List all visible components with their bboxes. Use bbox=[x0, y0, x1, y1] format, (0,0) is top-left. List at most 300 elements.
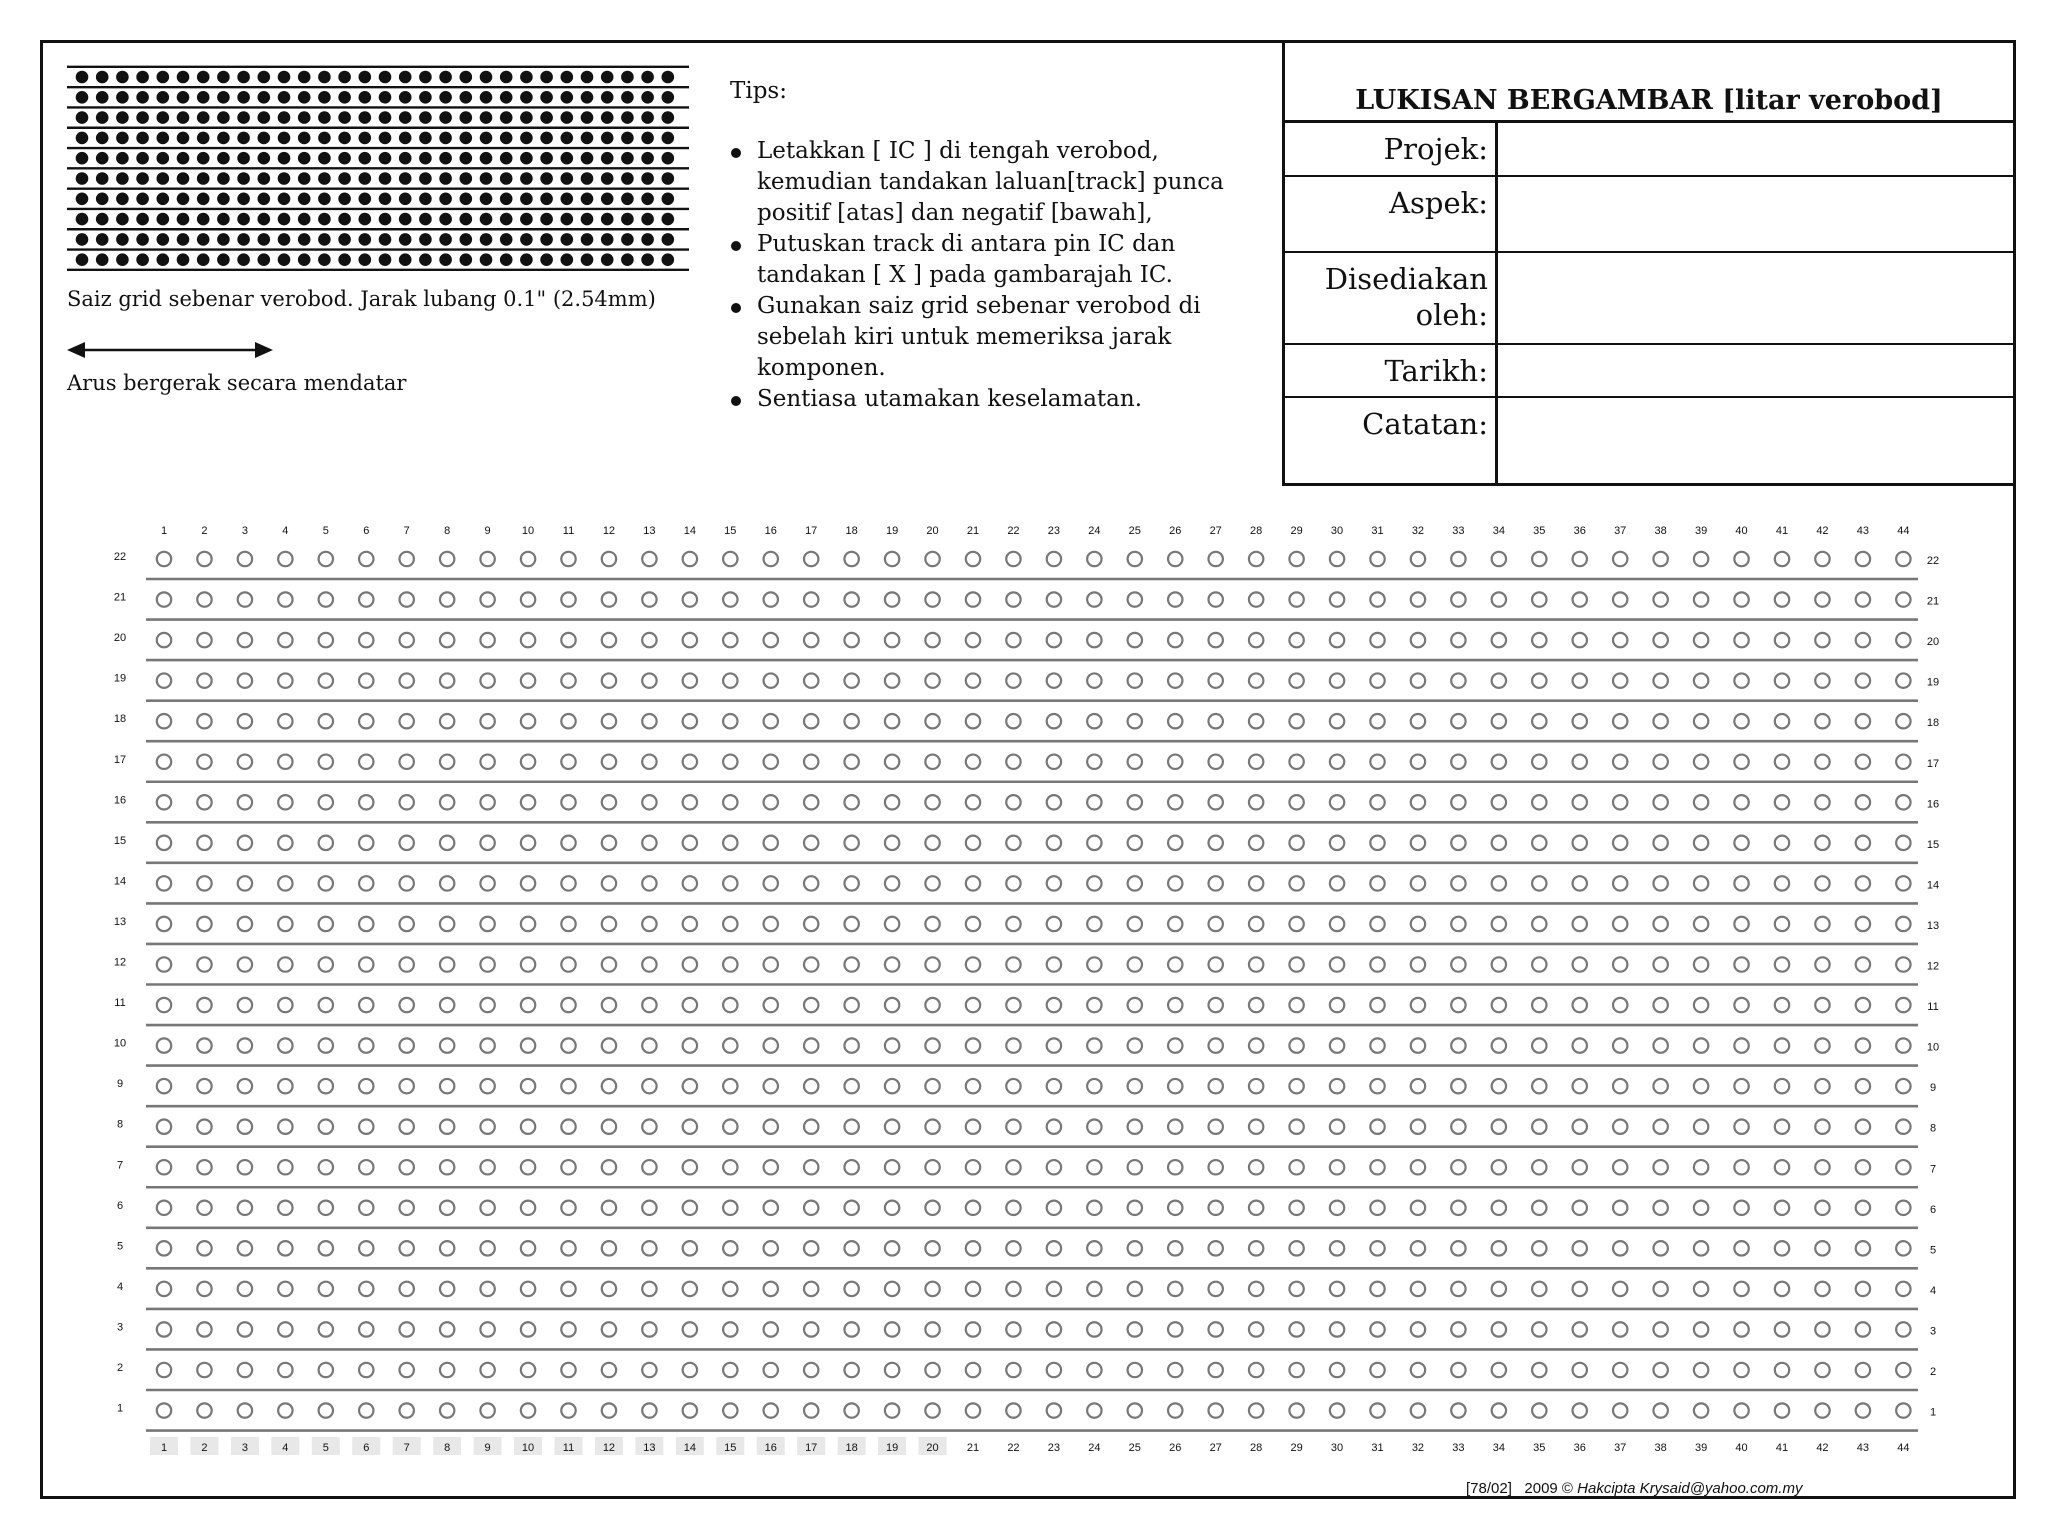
grid-hole bbox=[764, 957, 778, 971]
grid-hole bbox=[1249, 836, 1263, 850]
grid-hole bbox=[642, 836, 656, 850]
grid-hole bbox=[521, 836, 535, 850]
grid-hole bbox=[1047, 1241, 1061, 1255]
grid-hole bbox=[602, 836, 616, 850]
grid-hole bbox=[278, 755, 292, 769]
grid-hole bbox=[1573, 592, 1587, 606]
grid-hole bbox=[1573, 1241, 1587, 1255]
grid-hole bbox=[1613, 998, 1627, 1012]
grid-hole bbox=[561, 998, 575, 1012]
row-number-left: 13 bbox=[113, 915, 127, 928]
grid-hole bbox=[1289, 552, 1303, 566]
grid-hole bbox=[1492, 633, 1506, 647]
grid-hole bbox=[1573, 755, 1587, 769]
grid-hole bbox=[157, 836, 171, 850]
grid-hole bbox=[1249, 998, 1263, 1012]
grid-hole bbox=[561, 673, 575, 687]
grid-hole bbox=[1815, 1241, 1829, 1255]
row-number-left: 10 bbox=[113, 1037, 127, 1050]
grid-hole bbox=[885, 1363, 899, 1377]
grid-hole bbox=[602, 1160, 616, 1174]
grid-hole bbox=[602, 876, 616, 890]
grid-hole bbox=[1613, 1201, 1627, 1215]
grid-hole bbox=[804, 714, 818, 728]
grid-hole bbox=[480, 1363, 494, 1377]
grid-hole bbox=[319, 1363, 333, 1377]
grid-hole bbox=[1168, 1241, 1182, 1255]
grid-hole bbox=[278, 714, 292, 728]
grid-hole bbox=[1289, 1241, 1303, 1255]
grid-hole bbox=[238, 876, 252, 890]
grid-hole bbox=[400, 917, 414, 931]
grid-hole bbox=[1653, 957, 1667, 971]
grid-hole bbox=[561, 1201, 575, 1215]
grid-hole bbox=[1653, 1079, 1667, 1093]
grid-hole bbox=[1734, 1282, 1748, 1296]
grid-hole bbox=[1815, 1079, 1829, 1093]
grid-hole bbox=[440, 714, 454, 728]
grid-hole bbox=[1330, 1079, 1344, 1093]
grid-hole bbox=[1370, 1160, 1384, 1174]
grid-hole bbox=[1815, 673, 1829, 687]
grid-hole bbox=[1128, 673, 1142, 687]
grid-hole bbox=[723, 1120, 737, 1134]
grid-hole bbox=[642, 998, 656, 1012]
grid-hole bbox=[966, 1403, 980, 1417]
grid-hole bbox=[400, 1038, 414, 1052]
row-number-right: 9 bbox=[1929, 1082, 1937, 1095]
grid-hole bbox=[1532, 795, 1546, 809]
grid-hole bbox=[1128, 1079, 1142, 1093]
grid-hole bbox=[966, 1201, 980, 1215]
grid-hole bbox=[1289, 998, 1303, 1012]
grid-hole bbox=[1087, 1282, 1101, 1296]
grid-hole bbox=[1249, 1038, 1263, 1052]
grid-hole bbox=[1492, 1322, 1506, 1336]
grid-hole bbox=[1856, 917, 1870, 931]
grid-hole bbox=[1896, 876, 1910, 890]
grid-hole bbox=[925, 957, 939, 971]
grid-hole bbox=[278, 957, 292, 971]
grid-hole bbox=[1128, 1120, 1142, 1134]
grid-hole bbox=[1330, 1201, 1344, 1215]
grid-hole bbox=[1734, 1363, 1748, 1377]
grid-hole bbox=[966, 1322, 980, 1336]
grid-hole bbox=[1653, 1282, 1667, 1296]
grid-hole bbox=[1492, 1038, 1506, 1052]
grid-hole bbox=[197, 1241, 211, 1255]
grid-hole bbox=[844, 957, 858, 971]
grid-hole bbox=[1653, 673, 1667, 687]
grid-hole bbox=[1653, 1038, 1667, 1052]
column-number-top: 10 bbox=[521, 525, 535, 537]
grid-hole bbox=[319, 998, 333, 1012]
column-number-bottom: 16 bbox=[764, 1442, 777, 1454]
grid-hole bbox=[1532, 957, 1546, 971]
grid-hole bbox=[1613, 1241, 1627, 1255]
row-number-left: 19 bbox=[113, 672, 127, 685]
grid-hole bbox=[1532, 552, 1546, 566]
grid-hole bbox=[1168, 1120, 1182, 1134]
grid-hole bbox=[1451, 673, 1465, 687]
grid-hole bbox=[440, 1120, 454, 1134]
grid-hole bbox=[197, 755, 211, 769]
grid-hole bbox=[683, 1282, 697, 1296]
grid-hole bbox=[359, 1160, 373, 1174]
grid-hole bbox=[1734, 1038, 1748, 1052]
grid-hole bbox=[1573, 1403, 1587, 1417]
grid-hole bbox=[1168, 1363, 1182, 1377]
grid-hole bbox=[764, 836, 778, 850]
column-number-bottom: 6 bbox=[363, 1442, 370, 1454]
grid-hole bbox=[1370, 1403, 1384, 1417]
grid-hole bbox=[1451, 876, 1465, 890]
grid-hole bbox=[1815, 1038, 1829, 1052]
column-number-top: 39 bbox=[1694, 525, 1708, 537]
grid-hole bbox=[683, 673, 697, 687]
grid-hole bbox=[1694, 998, 1708, 1012]
grid-hole bbox=[1330, 633, 1344, 647]
grid-hole bbox=[602, 1241, 616, 1255]
row-number-right: 10 bbox=[1926, 1041, 1940, 1054]
grid-hole bbox=[1330, 1160, 1344, 1174]
grid-hole bbox=[480, 755, 494, 769]
grid-hole bbox=[1249, 1403, 1263, 1417]
grid-hole bbox=[197, 1120, 211, 1134]
grid-hole bbox=[238, 552, 252, 566]
grid-hole bbox=[1047, 755, 1061, 769]
grid-hole bbox=[1451, 957, 1465, 971]
grid-hole bbox=[440, 876, 454, 890]
grid-hole bbox=[1047, 552, 1061, 566]
grid-hole bbox=[1734, 1201, 1748, 1215]
grid-hole bbox=[278, 876, 292, 890]
column-number-bottom: 20 bbox=[926, 1442, 939, 1454]
grid-hole bbox=[1532, 1241, 1546, 1255]
grid-hole bbox=[1896, 552, 1910, 566]
grid-hole bbox=[1451, 755, 1465, 769]
grid-hole bbox=[602, 795, 616, 809]
grid-hole bbox=[1573, 633, 1587, 647]
grid-hole bbox=[1330, 998, 1344, 1012]
grid-hole bbox=[1734, 552, 1748, 566]
grid-hole bbox=[197, 1282, 211, 1296]
grid-hole bbox=[521, 1160, 535, 1174]
grid-hole bbox=[1411, 876, 1425, 890]
grid-hole bbox=[1734, 633, 1748, 647]
grid-hole bbox=[1653, 1120, 1667, 1134]
grid-hole bbox=[925, 1282, 939, 1296]
grid-hole bbox=[157, 795, 171, 809]
grid-hole bbox=[1370, 1363, 1384, 1377]
grid-hole bbox=[319, 592, 333, 606]
column-number-top: 24 bbox=[1088, 525, 1101, 537]
grid-hole bbox=[1532, 673, 1546, 687]
grid-hole bbox=[966, 1363, 980, 1377]
grid-hole bbox=[359, 876, 373, 890]
grid-hole bbox=[1411, 673, 1425, 687]
grid-hole bbox=[1289, 1079, 1303, 1093]
grid-hole bbox=[1168, 1160, 1182, 1174]
grid-hole bbox=[602, 1363, 616, 1377]
grid-hole bbox=[1209, 917, 1223, 931]
field-label-disediakan-oleh: Disediakan oleh: bbox=[1285, 253, 1498, 343]
column-number-bottom: 18 bbox=[845, 1442, 858, 1454]
grid-hole bbox=[723, 1160, 737, 1174]
grid-hole bbox=[1896, 1363, 1910, 1377]
row-number-left: 8 bbox=[116, 1118, 124, 1131]
grid-hole bbox=[1896, 1038, 1910, 1052]
grid-hole bbox=[319, 1241, 333, 1255]
grid-hole bbox=[1815, 1403, 1829, 1417]
column-number-top: 20 bbox=[926, 525, 939, 537]
grid-hole bbox=[602, 755, 616, 769]
grid-hole bbox=[1573, 876, 1587, 890]
grid-hole bbox=[1128, 836, 1142, 850]
grid-hole bbox=[1128, 1322, 1142, 1336]
grid-hole bbox=[1492, 1079, 1506, 1093]
grid-hole bbox=[1168, 876, 1182, 890]
grid-hole bbox=[1209, 876, 1223, 890]
column-number-top: 4 bbox=[282, 525, 289, 537]
grid-hole bbox=[1734, 917, 1748, 931]
grid-hole bbox=[1249, 876, 1263, 890]
grid-hole bbox=[1087, 592, 1101, 606]
grid-hole bbox=[1087, 1363, 1101, 1377]
grid-hole bbox=[1775, 552, 1789, 566]
row-number-left: 17 bbox=[113, 753, 127, 766]
grid-hole bbox=[1653, 795, 1667, 809]
grid-hole bbox=[1411, 1160, 1425, 1174]
column-number-top: 12 bbox=[602, 525, 616, 537]
grid-hole bbox=[1694, 1403, 1708, 1417]
grid-hole bbox=[1047, 1403, 1061, 1417]
grid-hole bbox=[1289, 917, 1303, 931]
row-number-left: 15 bbox=[113, 834, 127, 847]
grid-hole bbox=[1047, 795, 1061, 809]
grid-hole bbox=[1451, 1160, 1465, 1174]
grid-hole bbox=[238, 998, 252, 1012]
grid-hole bbox=[1047, 592, 1061, 606]
grid-hole bbox=[1896, 1282, 1910, 1296]
grid-hole bbox=[359, 552, 373, 566]
column-number-bottom: 40 bbox=[1735, 1442, 1748, 1454]
grid-hole bbox=[642, 1403, 656, 1417]
grid-hole bbox=[1370, 957, 1384, 971]
grid-hole bbox=[1451, 795, 1465, 809]
grid-hole bbox=[1492, 1403, 1506, 1417]
grid-hole bbox=[400, 714, 414, 728]
grid-hole bbox=[925, 552, 939, 566]
grid-hole bbox=[1087, 917, 1101, 931]
grid-hole bbox=[1128, 1241, 1142, 1255]
grid-hole bbox=[359, 917, 373, 931]
tips-title: Tips: bbox=[730, 78, 787, 104]
row-number-right: 18 bbox=[1926, 717, 1940, 730]
grid-hole bbox=[1856, 755, 1870, 769]
grid-hole bbox=[480, 795, 494, 809]
grid-hole bbox=[1289, 1322, 1303, 1336]
grid-hole bbox=[1209, 552, 1223, 566]
grid-hole bbox=[683, 998, 697, 1012]
grid-hole bbox=[1209, 592, 1223, 606]
row-number-right: 17 bbox=[1926, 757, 1940, 770]
grid-hole bbox=[278, 836, 292, 850]
grid-hole bbox=[1330, 1120, 1344, 1134]
grid-hole bbox=[764, 673, 778, 687]
grid-hole bbox=[966, 998, 980, 1012]
grid-hole bbox=[804, 633, 818, 647]
grid-hole bbox=[278, 592, 292, 606]
grid-hole bbox=[1128, 1201, 1142, 1215]
grid-hole bbox=[1653, 552, 1667, 566]
grid-hole bbox=[278, 1201, 292, 1215]
grid-hole bbox=[440, 917, 454, 931]
grid-hole bbox=[1653, 998, 1667, 1012]
grid-hole bbox=[1856, 1160, 1870, 1174]
column-number-bottom: 44 bbox=[1897, 1442, 1910, 1454]
grid-hole bbox=[238, 957, 252, 971]
grid-hole bbox=[885, 592, 899, 606]
grid-hole bbox=[1249, 673, 1263, 687]
grid-hole bbox=[359, 633, 373, 647]
grid-hole bbox=[480, 592, 494, 606]
grid-hole bbox=[683, 1403, 697, 1417]
grid-hole bbox=[844, 1241, 858, 1255]
grid-hole bbox=[197, 1322, 211, 1336]
grid-hole bbox=[642, 673, 656, 687]
grid-hole bbox=[1370, 876, 1384, 890]
grid-hole bbox=[723, 592, 737, 606]
grid-hole bbox=[1411, 1241, 1425, 1255]
column-number-top: 32 bbox=[1411, 525, 1425, 537]
grid-hole bbox=[602, 633, 616, 647]
grid-hole bbox=[278, 1282, 292, 1296]
grid-hole bbox=[885, 795, 899, 809]
grid-hole bbox=[1492, 795, 1506, 809]
column-number-bottom: 35 bbox=[1533, 1442, 1546, 1454]
grid-hole bbox=[844, 1120, 858, 1134]
grid-hole bbox=[1330, 714, 1344, 728]
grid-hole bbox=[521, 1282, 535, 1296]
grid-hole bbox=[723, 1282, 737, 1296]
grid-hole bbox=[1370, 836, 1384, 850]
grid-hole bbox=[400, 1160, 414, 1174]
grid-hole bbox=[1047, 957, 1061, 971]
grid-hole bbox=[1249, 795, 1263, 809]
column-number-top: 36 bbox=[1573, 525, 1586, 537]
grid-hole bbox=[521, 917, 535, 931]
grid-hole bbox=[480, 957, 494, 971]
grid-hole bbox=[1573, 1322, 1587, 1336]
grid-hole bbox=[1896, 714, 1910, 728]
grid-hole bbox=[1209, 957, 1223, 971]
grid-hole bbox=[238, 1201, 252, 1215]
grid-hole bbox=[1856, 1120, 1870, 1134]
grid-hole bbox=[319, 876, 333, 890]
grid-hole bbox=[1734, 755, 1748, 769]
grid-hole bbox=[1896, 1241, 1910, 1255]
column-number-bottom: 41 bbox=[1775, 1442, 1789, 1454]
grid-hole bbox=[642, 714, 656, 728]
grid-hole bbox=[683, 1241, 697, 1255]
grid-hole bbox=[1734, 876, 1748, 890]
grid-hole bbox=[1613, 1038, 1627, 1052]
grid-hole bbox=[359, 1403, 373, 1417]
title-block-heading: LUKISAN BERGAMBAR [litar verobod] bbox=[1285, 43, 2013, 123]
grid-hole bbox=[764, 795, 778, 809]
grid-hole bbox=[1006, 592, 1020, 606]
grid-hole bbox=[400, 1079, 414, 1093]
grid-hole bbox=[197, 552, 211, 566]
grid-hole bbox=[1168, 1201, 1182, 1215]
grid-hole bbox=[359, 1038, 373, 1052]
grid-hole bbox=[1209, 836, 1223, 850]
grid-hole bbox=[1289, 1201, 1303, 1215]
field-label-aspek: Aspek: bbox=[1285, 177, 1498, 251]
grid-hole bbox=[1330, 836, 1344, 850]
row-number-right: 8 bbox=[1929, 1122, 1937, 1135]
grid-hole bbox=[1209, 1160, 1223, 1174]
grid-hole bbox=[885, 957, 899, 971]
grid-hole bbox=[1613, 957, 1627, 971]
column-number-top: 34 bbox=[1492, 525, 1505, 537]
column-number-bottom: 24 bbox=[1088, 1442, 1101, 1454]
grid-hole bbox=[764, 633, 778, 647]
grid-hole bbox=[319, 1201, 333, 1215]
grid-hole bbox=[1492, 876, 1506, 890]
column-number-top: 18 bbox=[845, 525, 858, 537]
grid-hole bbox=[1451, 633, 1465, 647]
grid-hole bbox=[1573, 1160, 1587, 1174]
grid-hole bbox=[1573, 673, 1587, 687]
grid-hole bbox=[1006, 957, 1020, 971]
grid-hole bbox=[1249, 1201, 1263, 1215]
grid-hole bbox=[885, 1079, 899, 1093]
grid-hole bbox=[1168, 1282, 1182, 1296]
grid-hole bbox=[683, 1120, 697, 1134]
grid-hole bbox=[885, 1120, 899, 1134]
grid-hole bbox=[1289, 714, 1303, 728]
grid-hole bbox=[642, 876, 656, 890]
grid-hole bbox=[157, 1403, 171, 1417]
grid-hole bbox=[1006, 1322, 1020, 1336]
grid-hole bbox=[1451, 714, 1465, 728]
grid-hole bbox=[1492, 1241, 1506, 1255]
grid-hole bbox=[844, 1363, 858, 1377]
grid-hole bbox=[1775, 876, 1789, 890]
grid-hole bbox=[561, 1160, 575, 1174]
grid-hole bbox=[1006, 836, 1020, 850]
grid-hole bbox=[1856, 957, 1870, 971]
grid-hole bbox=[1451, 1201, 1465, 1215]
column-number-top: 38 bbox=[1654, 525, 1667, 537]
grid-hole bbox=[683, 755, 697, 769]
grid-hole bbox=[1613, 1120, 1627, 1134]
grid-hole bbox=[844, 1079, 858, 1093]
grid-hole bbox=[966, 795, 980, 809]
grid-hole bbox=[1289, 673, 1303, 687]
grid-hole bbox=[844, 552, 858, 566]
grid-hole bbox=[1087, 714, 1101, 728]
grid-hole bbox=[1087, 1160, 1101, 1174]
grid-hole bbox=[1815, 1120, 1829, 1134]
grid-hole bbox=[400, 1363, 414, 1377]
grid-hole bbox=[238, 755, 252, 769]
grid-hole bbox=[804, 1282, 818, 1296]
grid-hole bbox=[1492, 998, 1506, 1012]
grid-hole bbox=[359, 755, 373, 769]
